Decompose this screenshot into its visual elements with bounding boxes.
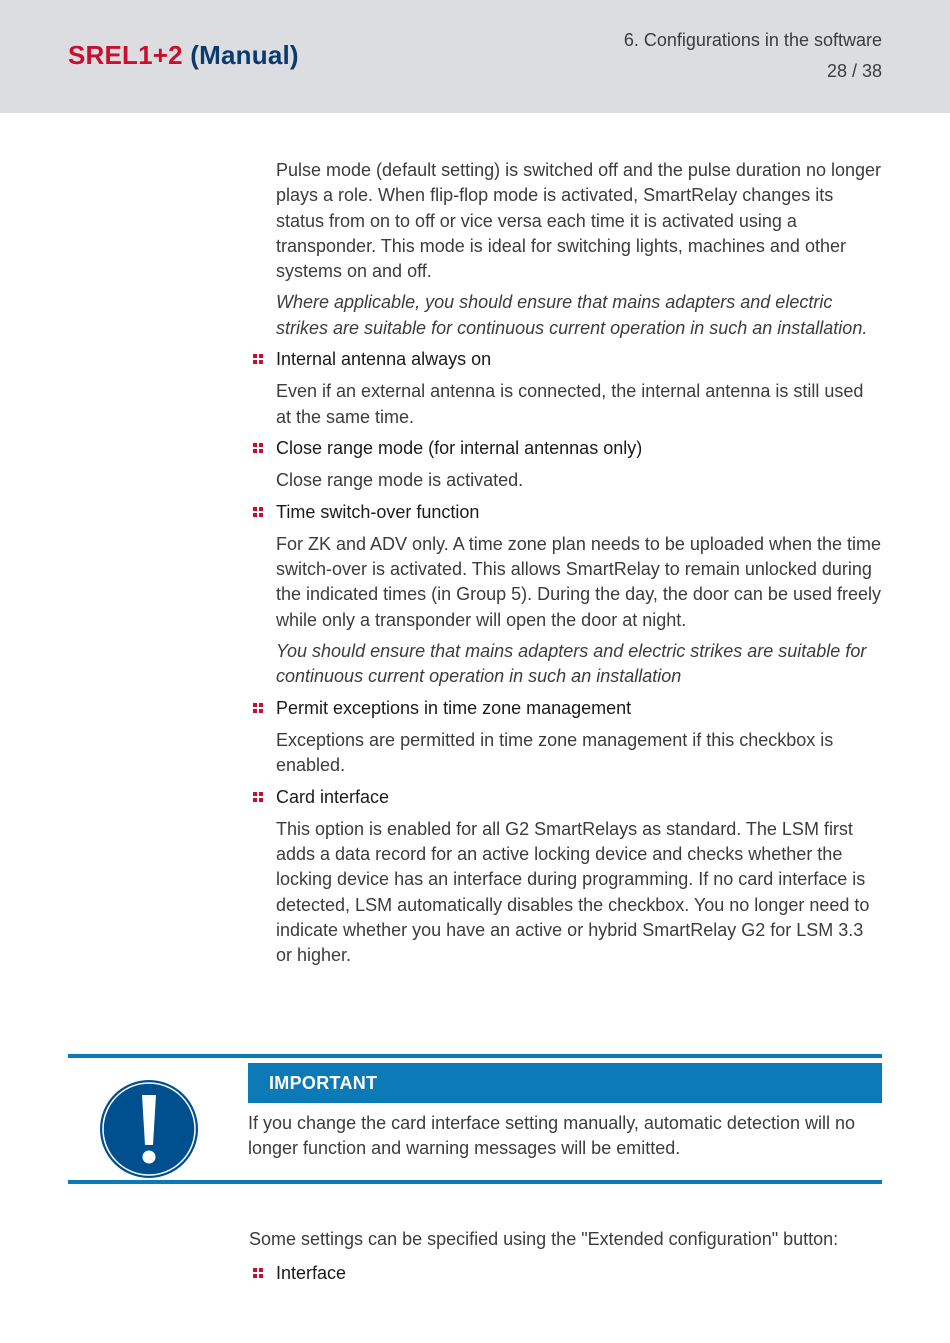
intro-paragraph: Pulse mode (default setting) is switched off and the pulse duration no longer plays a role. When flip-flop mode is activated, SmartRelay changes its status from on to off or vice versa each time it is activated using a transponder. This mode is ideal for switching lights, machines and other systems on and off. — [276, 160, 882, 282]
bullet-icon — [253, 703, 264, 714]
product-name: SREL1+2 — [68, 40, 183, 70]
bullet-description: This option is enabled for all G2 SmartRelays as standard. The LSM first adds a data record for an active locking device and checks whether the locking device has an interface during programming. If no card interface is detected, LSM automatically disables the checkbox. You no longer need to indicate whether you have an active or hybrid SmartRelay G2 for LSM 3.3 or higher. — [276, 818, 870, 966]
exclamation-circle-icon — [99, 1079, 199, 1179]
document-title — [68, 40, 299, 71]
bullet-title: Card interface — [276, 786, 390, 807]
bullet-item — [276, 1261, 346, 1286]
important-notice — [68, 1054, 882, 1184]
bullet-title: Internal antenna always on — [276, 349, 492, 370]
bullet-description: Even if an external antenna is connected, the internal antenna is still used at the same time. — [276, 381, 864, 427]
intro-note: Where applicable, you should ensure that mains adapters and electric strikes are suitable for continuous current operation in such an installation. — [276, 292, 868, 338]
bullet-item — [276, 696, 882, 721]
bullet-item — [276, 436, 882, 461]
bullet-icon — [253, 792, 264, 803]
bullet-icon — [253, 1268, 264, 1279]
bullet-title: Interface — [276, 1263, 347, 1283]
bullet-icon — [253, 354, 264, 365]
bullet-icon — [253, 507, 264, 518]
document-type: (Manual) — [190, 40, 299, 70]
important-text: If you change the card interface setting manually, automatic detection will no longer function and warning messages will be emitted. — [248, 1113, 856, 1159]
page-header — [0, 0, 950, 113]
bullet-title: Permit exceptions in time zone management — [276, 697, 632, 718]
bullet-title: Time switch-over function — [276, 501, 480, 522]
bullet-description: Close range mode is activated. — [276, 470, 524, 491]
important-title: IMPORTANT — [269, 1073, 378, 1093]
extended-config-paragraph: Some settings can be specified using the "Extended configuration" button: — [249, 1229, 839, 1249]
chapter-title: 6. Configurations in the software — [623, 30, 882, 50]
bullet-icon — [253, 443, 264, 454]
bullet-description: Exceptions are permitted in time zone management if this checkbox is enabled. — [276, 729, 834, 776]
bullet-description: For ZK and ADV only. A time zone plan needs to be uploaded when the time switch-over is activated. This allows SmartRelay to remain unlocked during the indicated times (in Group 5). During the day, the door can be used freely while only a transponder will open the door at night. — [276, 533, 882, 630]
important-header — [248, 1063, 882, 1103]
bullet-title: Close range mode (for internal antennas only) — [276, 437, 643, 458]
bullet-item — [276, 347, 882, 372]
main-content — [276, 158, 882, 975]
bullet-item — [276, 500, 882, 525]
bullet-note: You should ensure that mains adapters and electric strikes are suitable for continuous current operation in such an installation — [276, 641, 867, 687]
bullet-item — [276, 785, 882, 810]
page-number: 28 / 38 — [826, 61, 882, 81]
